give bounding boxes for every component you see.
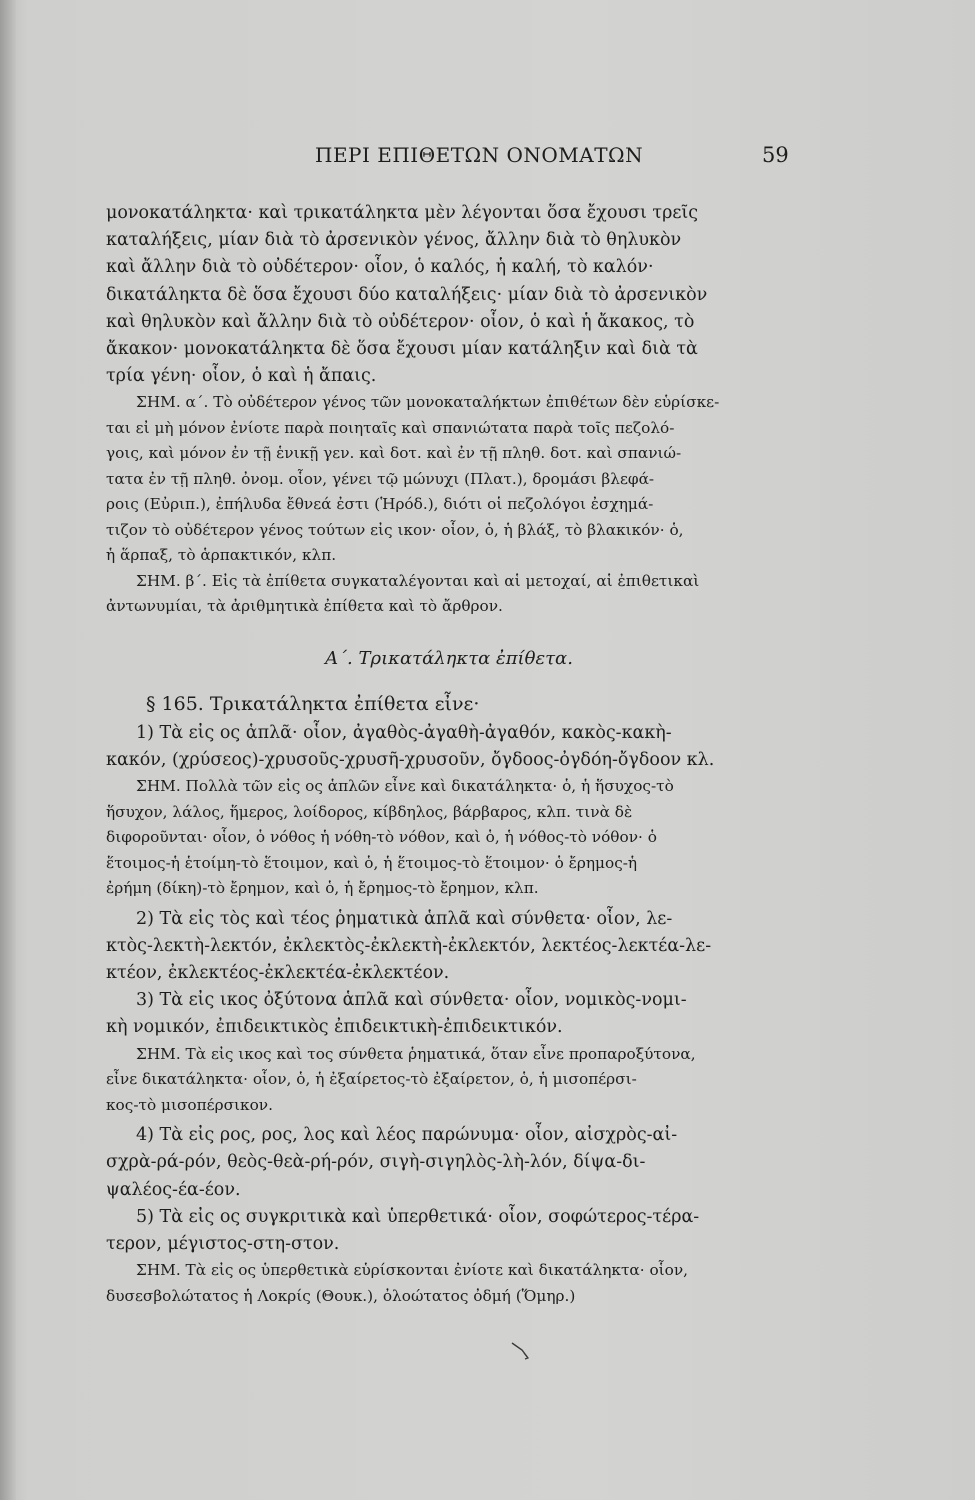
text-line: 2) Τὰ εἰς τὸς καὶ τέος ῥηματικὰ ἁπλᾶ καὶ σύνθετα· οἷον, λε- [136,908,673,929]
text-line: δικατάληκτα δὲ ὅσα ἔχουσι δύο καταλήξεις· μίαν διὰ τὸ ἀρσενικὸν [106,284,708,305]
text-line: κακόν, (χρύσεος)-χρυσοῦς-χρυσῆ-χρυσοῦν, ὄγδοος-ὀγδόη-ὄγδοον κλ. [106,750,715,770]
book-spine-shadow [0,0,16,1500]
note-line: γοις, καὶ μόνον ἐν τῇ ἑνικῇ γεν. καὶ δοτ. καὶ ἐν τῇ πληθ. δοτ. καὶ σπανιώ- [106,444,682,463]
note-line: ΣΗΜ. Πολλὰ τῶν εἰς ος ἁπλῶν εἶνε καὶ δικατάληκτα· ὁ, ἡ ἥσυχος-τὸ [136,777,674,796]
text-line: 5) Τὰ εἰς ος συγκριτικὰ καὶ ὑπερθετικά· οἷον, σοφώτερος-τέρα- [136,1206,700,1227]
page-body [106,200,792,1309]
text-line: καὶ θηλυκὸν καὶ ἄλλην διὰ τὸ οὐδέτερον· οἷον, ὁ καὶ ἡ ἄκακος, τὸ [106,311,695,332]
note-line: κος-τὸ μισοπέρσικον. [106,1095,273,1114]
note-line: ἕτοιμος-ἡ ἑτοίμη-τὸ ἕτοιμον, καὶ ὁ, ἡ ἕτοιμος-τὸ ἕτοιμον· ὁ ἔρημος-ἡ [106,853,638,872]
text-line: τερον, μέγιστος-στη-στον. [106,1233,340,1254]
note-line: ΣΗΜ. Τὰ εἰς ικος καὶ τος σύνθετα ῥηματικά, ὅταν εἶνε προπαροξύτονα, [136,1044,696,1063]
text-line: ψαλέος-έα-έον. [106,1179,241,1200]
text-line: 1) Τὰ εἰς ος ἁπλᾶ· οἷον, ἀγαθὸς-ἀγαθὴ-ἀγαθόν, κακὸς-κακὴ- [136,722,672,743]
note-line: τατα ἐν τῇ πληθ. ὀνομ. οἷον, γένει τῷ μώνυχι (Πλατ.), δρομάσι βλεφά- [106,469,655,488]
text-line: τρία γένη· οἷον, ὁ καὶ ἡ ἄπαις. [106,366,377,387]
text-line: κὴ νομικόν, ἐπιδεικτικὸς ἐπιδεικτικὴ-ἐπιδεικτικόν. [106,1017,563,1038]
scan-speck-mark [510,1340,532,1362]
note-line: ἐρήμη (δίκη)-τὸ ἔρημον, καὶ ὁ, ἡ ἔρημος-τὸ ἔρημον, κλπ. [106,879,539,898]
section-title: § 165. Τρικατάληκτα ἐπίθετα εἶνε· [146,692,480,715]
text-line: ἄκακον· μονοκατάληκτα δὲ ὅσα ἔχουσι μίαν κατάληξιν καὶ διὰ τὰ [106,338,698,359]
text-line: μονοκατάληκτα· καὶ τρικατάληκτα μὲν λέγονται ὅσα ἔχουσι τρεῖς [106,203,699,223]
note-line: ΣΗΜ. β΄. Εἰς τὰ ἐπίθετα συγκαταλέγονται καὶ αἱ μετοχαί, αἱ ἐπιθετικαὶ [136,571,700,590]
note-line: ΣΗΜ. Τὰ εἰς ος ὑπερθετικὰ εὑρίσκονται ἐνίοτε καὶ δικατάληκτα· οἷον, [136,1261,689,1280]
note-line: ἀντωνυμίαι, τὰ ἀριθμητικὰ ἐπίθετα καὶ τὸ ἄρθρον. [106,597,503,616]
note-line: εἶνε δικατάληκτα· οἷον, ὁ, ἡ ἐξαίρετος-τὸ ἐξαίρετον, ὁ, ἡ μισοπέρσι- [106,1070,637,1089]
text-line: σχρὰ-ρά-ρόν, θεὸς-θεὰ-ρή-ρόν, σιγὴ-σιγηλὸς-λὴ-λόν, δίψα-δι- [106,1152,646,1173]
note-line: δυσεσβολώτατος ἡ Λοκρίς (Θουκ.), ὀλοώτατος ὀδμή (Ὅμηρ.) [106,1286,576,1305]
note-line: ἡ ἅρπαξ, τὸ ἁρπακτικόν, κλπ. [106,546,337,565]
page-header [0,143,975,175]
note-line: ροις (Εὐριπ.), ἐπήλυδα ἔθνεά ἐστι (Ἡρόδ.), διότι οἱ πεζολόγοι ἐσχημά- [106,495,654,514]
text-line: κτέον, ἐκλεκτέος-ἐκλεκτέα-ἐκλεκτέον. [106,963,450,984]
text-line: καὶ ἄλλην διὰ τὸ οὐδέτερον· οἷον, ὁ καλός, ἡ καλή, τὸ καλόν· [106,257,654,278]
note-line: τιζον τὸ οὐδέτερον γένος τούτων εἰς ικον· οἷον, ὁ, ἡ βλάξ, τὸ βλακικόν· ὁ, [106,520,684,539]
text-line: 3) Τὰ εἰς ικος ὀξύτονα ἁπλᾶ καὶ σύνθετα· οἷον, νομικὸς-νομι- [136,990,687,1011]
subsection-heading: Α΄. Τρικατάληκτα ἐπίθετα. [325,647,573,669]
note-line: διφοροῦνται· οἷον, ὁ νόθος ἡ νόθη-τὸ νόθον, καὶ ὁ, ἡ νόθος-τὸ νόθον· ὁ [106,828,657,847]
running-title: ΠΕΡΙ ΕΠΙΘΕΤΩΝ ΟΝΟΜΑΤΩΝ [315,143,644,167]
note-line: ΣΗΜ. α΄. Τὸ οὐδέτερον γένος τῶν μονοκαταλήκτων ἐπιθέτων δὲν εὑρίσκε- [136,393,720,412]
page-number: 59 [762,143,789,167]
note-line: ἥσυχον, λάλος, ἥμερος, λοίδορος, κίβδηλος, βάρβαρος, κλπ. τινὰ δὲ [106,802,633,821]
text-line: 4) Τὰ εἰς ρος, ρος, λος καὶ λέος παρώνυμα· οἷον, αἰσχρὸς-αἰ- [136,1125,678,1146]
text-line: καταλήξεις, μίαν διὰ τὸ ἀρσενικὸν γένος, ἄλλην διὰ τὸ θηλυκὸν [106,230,682,251]
text-line: κτὸς-λεκτὴ-λεκτόν, ἐκλεκτὸς-ἐκλεκτὴ-ἐκλεκτόν, λεκτέος-λεκτέα-λε- [106,935,712,956]
note-line: ται εἰ μὴ μόνον ἐνίοτε παρὰ ποιηταῖς καὶ σπανιώτατα παρὰ τοῖς πεζολό- [106,418,675,437]
